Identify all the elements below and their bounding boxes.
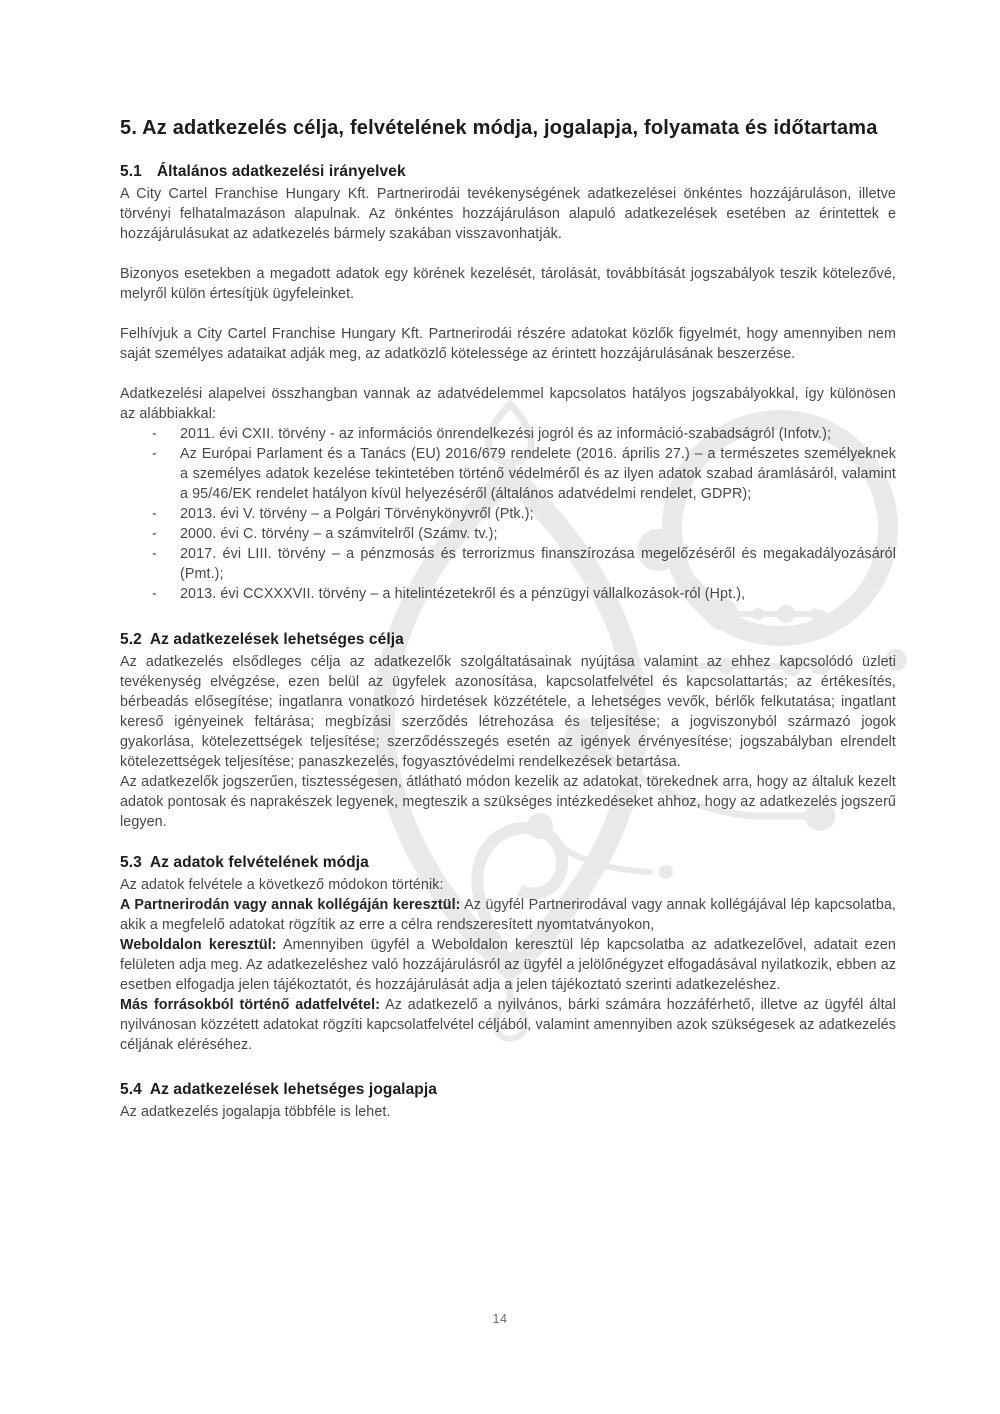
- method-lead: A Partnerirodán vagy annak kollégáján keresztül:: [120, 897, 461, 913]
- bullet-dash: -: [152, 506, 157, 522]
- paragraph: Az adatkezelés elsődleges célja az adatkezelők szolgáltatásainak nyújtása valamint az ehhez kapcsolódó üzleti tevékenység elvégzése, ezen belül az ügyfelek azonosítása, kapcsolatfelvétel és kapcsolattartás; az értékesítés, bérbeadás elősegítése; ingatlanra vonatkozó hirdetések közzététele, a lehetséges vevők, bérlők felkutatása; ingatlant kereső igényeinek feltárása; megbízási szerződés létrehozása és teljesítése; a jogviszonyból származó jogok gyakorlása, kötelezettségek teljesítése; szerződésszegés esetén az igények érvényesítése; jogszabályban elrendelt kötelezettségek teljesítése; panaszkezelés, fogyasztóvédelmi rendelkezések betartása.: [120, 654, 896, 770]
- bullet-dash: -: [152, 546, 157, 562]
- method-text: Az ügyfél Partnerirodával vagy annak kollégájával lép kapcsolatba, akik a megfelelő adatokat rögzítik az erre a célra rendszeresített nyomtatványokon,: [120, 897, 896, 933]
- method-paragraph: [120, 895, 896, 935]
- method-text: Az adatkezelő a nyilvános, bárki számára hozzáférhető, illetve az ügyfél által nyilvánosan közzétett adatokat rögzíti kapcsolatfelvétel céljából, valamint amennyiben azok szükségesek az adatkezelés céljának eléréséhez.: [120, 997, 896, 1053]
- page-number: 14: [492, 1312, 508, 1326]
- list-item-text: Az Európai Parlament és a Tanács (EU) 2016/679 rendelete (2016. április 27.) – a természetes személyeknek a személyes adatok kezelése tekintetében történő védelméről és az ilyen adatok szabad áramlásáról, valamint a 95/46/EK rendelet hatályon kívül helyezéséről (általános adatvédelmi rendelet, GDPR);: [180, 446, 896, 502]
- section-title: Általános adatkezelési irányelvek: [156, 163, 406, 180]
- section-possible-purposes: [120, 629, 896, 832]
- list-item: [120, 424, 896, 444]
- paragraph: Az adatkezelés jogalapja többféle is lehet.: [120, 1104, 391, 1120]
- paragraph: Bizonyos esetekben a megadott adatok egy körének kezelését, tárolását, továbbítását jogszabályok teszik kötelezővé, melyről külön értesítjük ügyfeleinket.: [120, 266, 896, 302]
- section-5-4-heading: [120, 1079, 896, 1100]
- bullet-dash: -: [152, 446, 157, 462]
- list-item-text: 2000. évi C. törvény – a számvitelről (Számv. tv.);: [180, 526, 498, 542]
- list-item-text: 2013. évi V. törvény – a Polgári Törvénykönyvről (Ptk.);: [180, 506, 534, 522]
- section-title: Az adatok felvételének módja: [149, 854, 369, 871]
- section-possible-legal-basis: [120, 1079, 896, 1122]
- method-paragraph: [120, 935, 896, 995]
- section-number: 5.2: [120, 631, 142, 648]
- section-5-3-heading: [120, 852, 896, 873]
- section-5-1-heading: [120, 161, 896, 182]
- list-item: [120, 544, 896, 584]
- paragraph: Az adatkezelők jogszerűen, tisztességesen, átlátható módon kezelik az adatokat, törekednek arra, hogy az általuk kezelt adatok pontosak és naprakészek legyenek, megteszik a szükséges intézkedéseket ahhoz, hogy az adatkezelés jogszerű legyen.: [120, 774, 896, 830]
- paragraph: A City Cartel Franchise Hungary Kft. Partnerirodái tevékenységének adatkezelései önkéntes hozzájáruláson, illetve törvényi felhatalmazáson alapulnak. Az önkéntes hozzájáruláson alapuló adatkezelések esetében az érintettek e hozzájárulásukat az adatkezelés bármely szakában visszavonhatják.: [120, 186, 896, 242]
- section-intro: Az adatok felvétele a következő módokon történik:: [120, 877, 444, 893]
- list-item-text: 2011. évi CXII. törvény - az információs önrendelkezési jogról és az információ-szabadságról (Infotv.);: [180, 426, 832, 442]
- paragraph: Adatkezelési alapelvei összhangban vannak az adatvédelemmel kapcsolatos hatályos jogszabályokkal, így különösen az alábbiakkal:: [120, 386, 896, 422]
- section-general-principles: [120, 161, 896, 604]
- section-number: 5.1: [120, 163, 142, 180]
- bullet-dash: -: [152, 426, 157, 442]
- bullet-dash: -: [152, 586, 157, 602]
- page-title: 5. Az adatkezelés célja, felvételének módja, jogalapja, folyamata és időtartama: [120, 117, 878, 139]
- method-lead: Más forrásokból történő adatfelvétel:: [120, 997, 381, 1013]
- paragraph: Felhívjuk a City Cartel Franchise Hungary Kft. Partnerirodái részére adatokat közlők figyelmét, hogy amennyiben nem saját személyes adataikat adják meg, az adatközlő kötelessége az érintett hozzájárulásának beszerzése.: [120, 326, 896, 362]
- bullet-dash: -: [152, 526, 157, 542]
- list-item-text: 2013. évi CCXXXVII. törvény – a hitelintézetekről és a pénzügyi vállalkozások-ról (Hpt.),: [180, 586, 746, 602]
- section-number: 5.4: [120, 1081, 142, 1098]
- method-text: Amennyiben ügyfél a Weboldalon keresztül lép kapcsolatba az adatkezelővel, adatait ezen felületen adja meg. Az adatkezeléshez való hozzájárulásról az ügyfél a jelölőnégyzet elfogadásával nyilatkozik, ebben az esetben elfogadja jelen tájékoztatót, és hozzájárulását adja a jelen tájékoztató szerinti adatkezeléshez.: [120, 937, 896, 993]
- list-item: [120, 504, 896, 524]
- method-lead: Weboldalon keresztül:: [120, 937, 277, 953]
- list-item: [120, 584, 896, 604]
- section-data-collection-method: [120, 852, 896, 1055]
- section-number: 5.3: [120, 854, 142, 871]
- list-item-text: 2017. évi LIII. törvény – a pénzmosás és terrorizmus finanszírozása megelőzéséről és megakadályozásáról (Pmt.);: [180, 546, 896, 582]
- list-item: [120, 444, 896, 504]
- method-paragraph: [120, 995, 896, 1055]
- law-list: [120, 424, 896, 604]
- section-title: Az adatkezelések lehetséges célja: [149, 631, 404, 648]
- section-title: Az adatkezelések lehetséges jogalapja: [149, 1081, 438, 1098]
- list-item: [120, 524, 896, 544]
- page-content: [120, 114, 896, 1122]
- section-5-2-heading: [120, 629, 896, 650]
